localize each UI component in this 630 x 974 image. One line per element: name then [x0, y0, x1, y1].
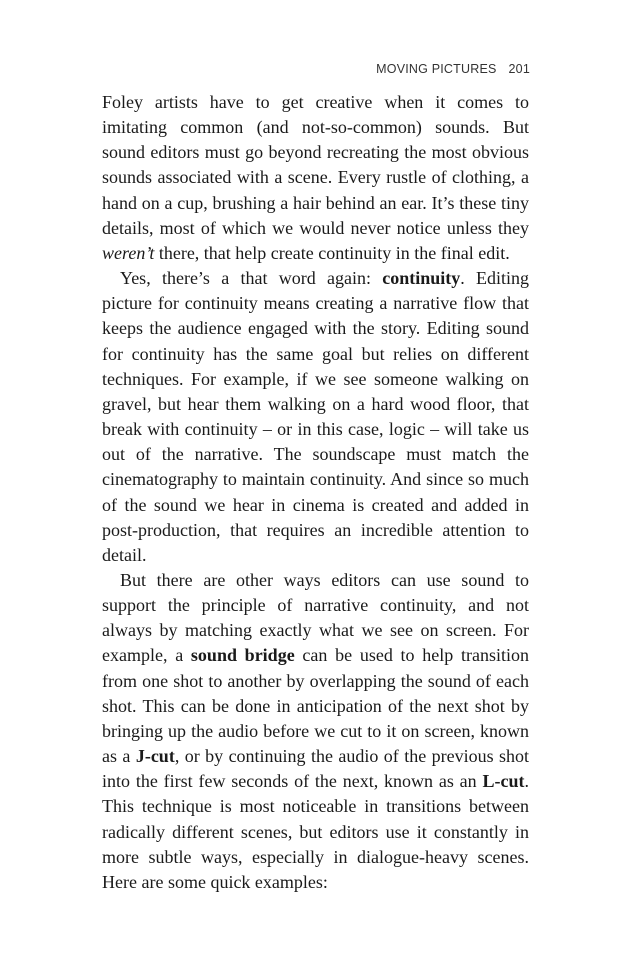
text-run: But there are other ways editors can use sound to support the principle of narrative continuity, and not always by matching exactly what we see on screen. For example, a	[102, 569, 529, 666]
text-run: Yes, there’s a that word again:	[120, 268, 383, 289]
paragraph	[102, 568, 529, 895]
body-text	[102, 90, 529, 895]
key-term-continuity: continuity	[382, 268, 461, 289]
section-title: MOVING PICTURES	[376, 62, 497, 76]
page-number: 201	[508, 62, 530, 76]
text-run: can be used to help transition from one shot to another by overlapping the sound of each shot. This can be done in anticipation of the next shot by bringing up the audio before we cut to it on screen, known as a	[102, 645, 529, 767]
text-run: Foley artists have to get creative when it comes to imitating common (and not-so-common) sounds. But sound editors must go beyond recreating the most obvious sounds associated with a scene. Every rustle of clothing, a hand on a cup, brushing a hair behind an ear. It’s these tiny details, most of which we would never notice unless they	[102, 92, 529, 238]
text-run: . This technique is most noticeable in transitions between radically different scenes, but editors use it constantly in more subtle ways, especially in dialogue-heavy scenes. Here are some quick examples:	[102, 771, 529, 892]
paragraph	[102, 266, 529, 568]
emphasized-word: weren’t	[102, 242, 155, 263]
running-head	[376, 62, 530, 76]
key-term-sound-bridge: sound bridge	[190, 645, 295, 666]
key-term-j-cut: J-cut	[135, 746, 175, 767]
text-run: . Editing picture for continuity means creating a narrative flow that keeps the audience engaged with the story. Editing sound for continuity has the same goal but relies on different techniques. For example, if we see someone walking on gravel, but hear them walking on a hard wood floor, that break with continuity – or in this case, logic – will take us out of the narrative. The soundscape must match the cinematography to maintain continuity. And since so much of the sound we hear in cinema is created and added in post-production, that requires an incredible attention to detail.	[102, 268, 529, 565]
text-run: there, that help create continuity in the final edit.	[154, 242, 510, 263]
text-run: , or by continuing the audio of the previous shot into the first few seconds of the next, known as an	[102, 746, 530, 792]
paragraph	[102, 90, 529, 266]
key-term-l-cut: L-cut	[482, 771, 525, 792]
